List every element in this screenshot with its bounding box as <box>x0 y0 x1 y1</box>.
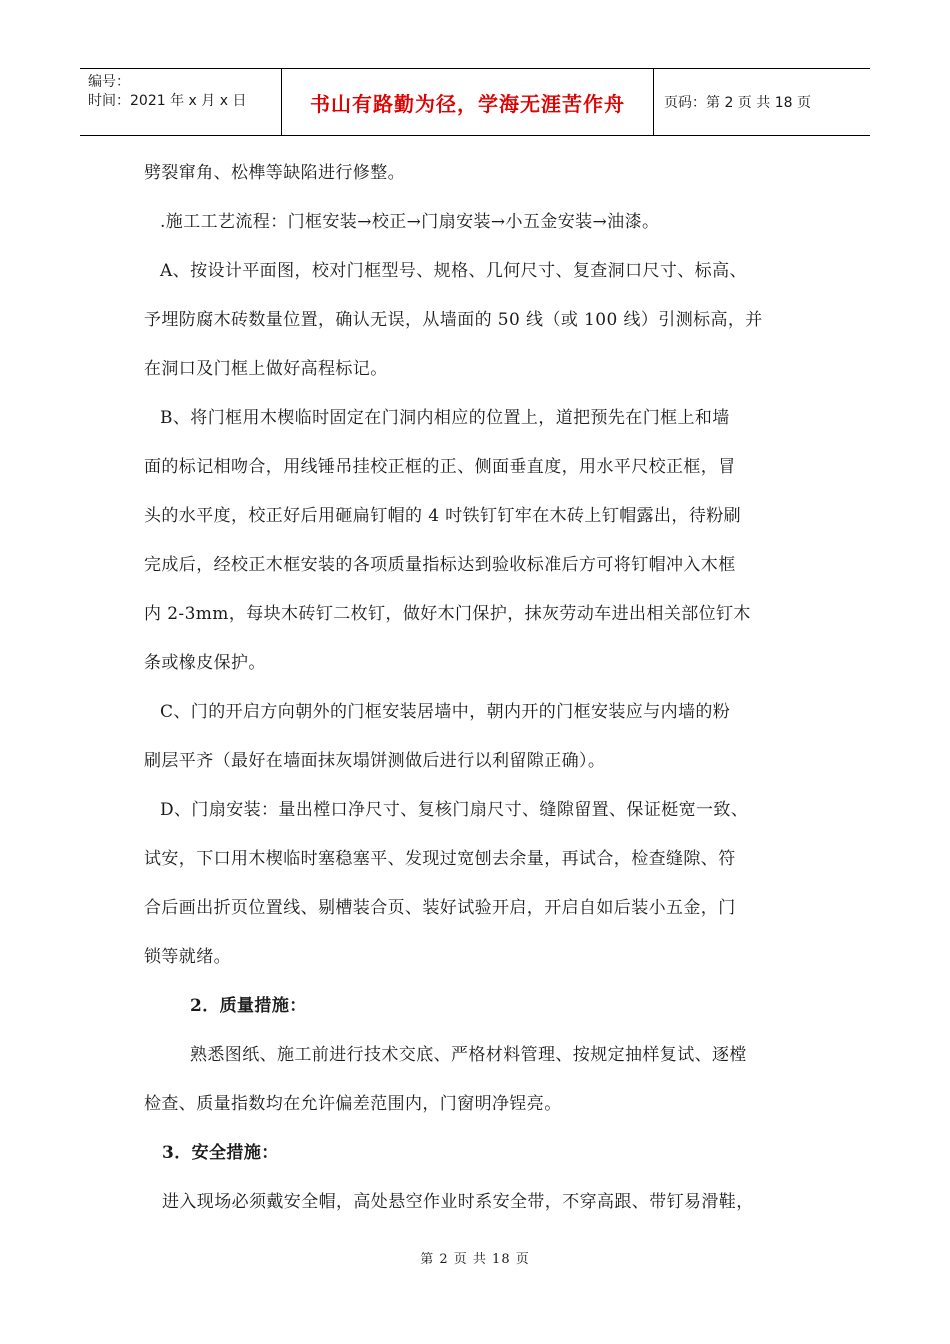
document-date: 时间：2021 年 x 月 x 日 <box>88 93 247 109</box>
body-line: 进入现场必须戴安全帽，高处悬空作业时系安全带，不穿高跟、带钉易滑鞋， <box>162 1192 754 1212</box>
body-line: 试安，下口用木楔临时塞稳塞平、发现过宽刨去余量，再试合，检查缝隙、符 <box>144 849 736 869</box>
step-a-line: A、按设计平面图，校对门框型号、规格、几何尺寸、复查洞口尺寸、标高、 <box>160 261 747 281</box>
page-footer: 第 2 页 共 18 页 <box>420 1252 530 1267</box>
header-motto: 书山有路勤为径，学海无涯苦作舟 <box>282 69 654 135</box>
safety-measures-heading: 3．安全措施： <box>162 1143 279 1163</box>
body-line: 面的标记相吻合，用线锤吊挂校正框的正、侧面垂直度，用水平尺校正框，冒 <box>144 457 736 477</box>
header-meta <box>80 69 282 135</box>
step-c-line: C、门的开启方向朝外的门框安装居墙中，朝内开的门框安装应与内墙的粉 <box>160 702 731 722</box>
step-b-line: B、将门框用木楔临时固定在门洞内相应的位置上，道把预先在门框上和墙 <box>160 408 730 428</box>
body-line: 熟悉图纸、施工前进行技术交底、严格材料管理、按规定抽样复试、逐樘 <box>190 1045 747 1065</box>
body-line: 刷层平齐（最好在墙面抹灰塌饼测做后进行以利留隙正确）。 <box>144 751 606 771</box>
process-flow-line: .施工工艺流程：门框安装→校正→门扇安装→小五金安装→油漆。 <box>160 212 660 232</box>
body-line: 条或橡皮保护。 <box>144 653 266 673</box>
body-line: 合后画出折页位置线、剔槽装合页、装好试验开启，开启自如后装小五金，门 <box>144 898 736 918</box>
document-number-label: 编号： <box>88 74 130 90</box>
header-page-info: 页码：第 2 页 共 18 页 <box>664 95 811 111</box>
body-line: 予埋防腐木砖数量位置，确认无误，从墙面的 50 线（或 100 线）引测标高，并 <box>144 310 763 330</box>
body-line: 锁等就绪。 <box>144 947 231 967</box>
quality-measures-heading: 2．质量措施： <box>190 996 307 1016</box>
body-line: 头的水平度，校正好后用砸扁钉帽的 4 吋铁钉钉牢在木砖上钉帽露出，待粉刷 <box>144 506 742 526</box>
body-line: 在洞口及门框上做好高程标记。 <box>144 359 388 379</box>
step-d-line: D、门扇安装：量出樘口净尺寸、复核门扇尺寸、缝隙留置、保证梃宽一致、 <box>160 800 749 820</box>
body-line: 完成后，经校正木框安装的各项质量指标达到验收标准后方可将钉帽冲入木框 <box>144 555 736 575</box>
body-line: 检查、质量指数均在允许偏差范围内，门窗明净锃亮。 <box>144 1094 562 1114</box>
page-header <box>80 68 870 136</box>
body-line: 劈裂窜角、松榫等缺陷进行修整。 <box>144 163 405 183</box>
body-line: 内 2-3mm，每块木砖钉二枚钉，做好木门保护，抹灰劳动车进出相关部位钉木 <box>144 604 751 624</box>
